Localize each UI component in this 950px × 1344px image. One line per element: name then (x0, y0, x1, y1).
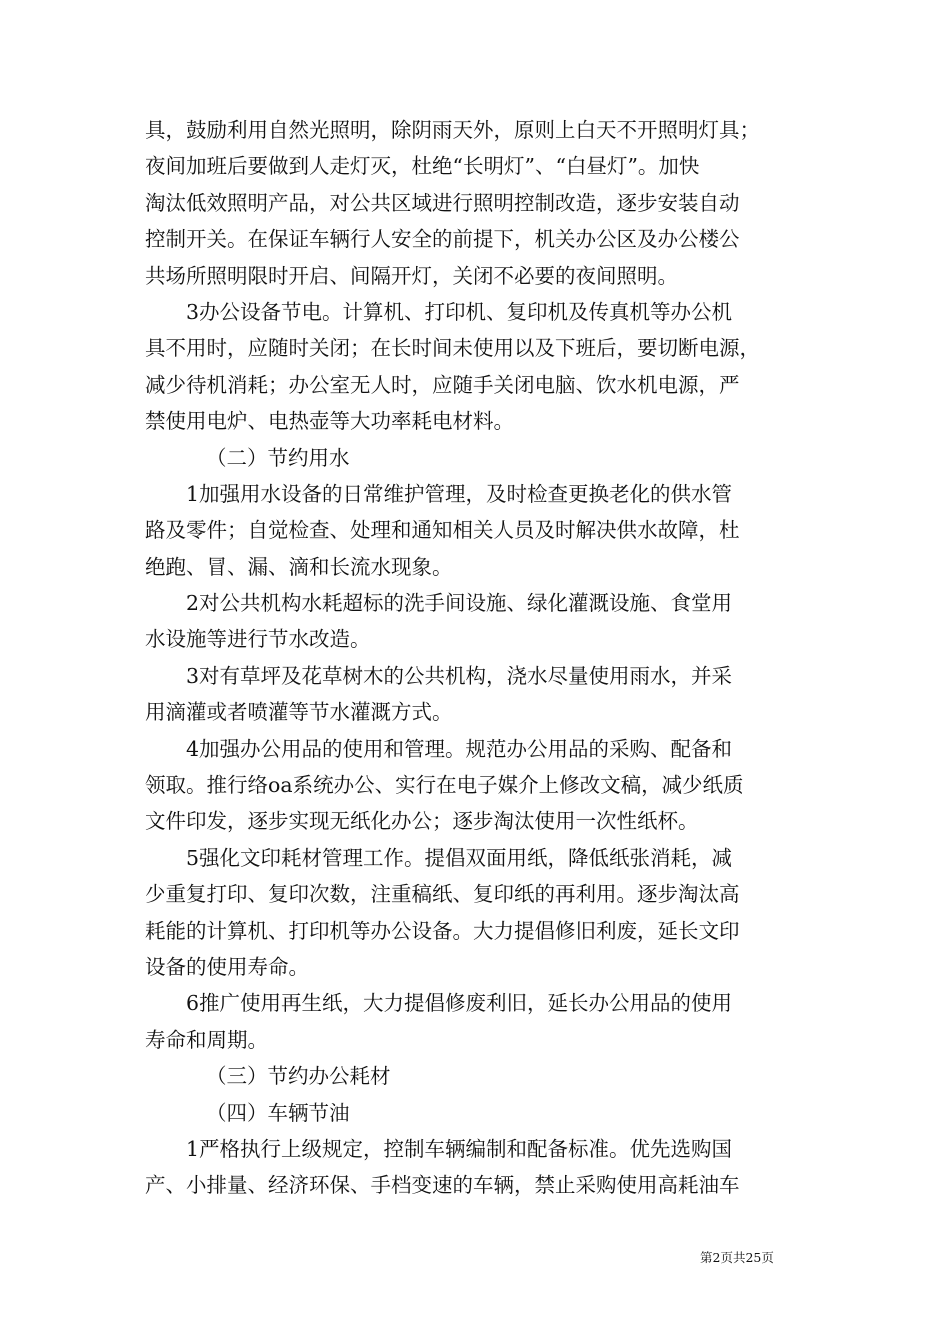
paragraph-start-line: 3对有草坪及花草树木的公共机构，浇水尽量使用雨水，并采 (186, 663, 733, 688)
text-line: 寿命和周期。 (145, 1027, 268, 1052)
text-line: 减少待机消耗；办公室无人时，应随手关闭电脑、饮水机电源，严 (145, 372, 740, 397)
text-line: 禁使用电炉、电热壶等大功率耗电材料。 (145, 409, 514, 434)
text-line: 用滴灌或者喷灌等节水灌溉方式。 (145, 700, 453, 725)
text-line: 路及零件；自觉检查、处理和通知相关人员及时解决供水故障，杜 (145, 518, 740, 543)
text-line: 绝跑、冒、漏、滴和长流水现象。 (145, 554, 453, 579)
text-line: 耗能的计算机、打印机等办公设备。大力提倡修旧利废，延长文印 (145, 918, 740, 943)
text-line: 少重复打印、复印次数，注重稿纸、复印纸的再利用。逐步淘汰高 (145, 882, 740, 907)
paragraph-start-line: 3办公设备节电。计算机、打印机、复印机及传真机等办公机 (186, 299, 733, 324)
text-line: 具不用时，应随时关闭；在长时间未使用以及下班后，要切断电源， (145, 336, 760, 361)
text-line: 夜间加班后要做到人走灯灭，杜绝“长明灯”、“白昼灯”。加快 (145, 154, 700, 179)
paragraph-start-line: 1严格执行上级规定，控制车辆编制和配备标准。优先选购国 (186, 1136, 733, 1161)
text-line: 淘汰低效照明产品，对公共区域进行照明控制改造，逐步安装自动 (145, 190, 740, 215)
section-heading: （四）车辆节油 (206, 1100, 350, 1125)
text-line: 具，鼓励利用自然光照明，除阴雨天外，原则上白天不开照明灯具； (145, 118, 760, 142)
section-heading: （二）节约用水 (206, 445, 350, 470)
text-line: 产、小排量、经济环保、手档变速的车辆，禁止采购使用高耗油车 (145, 1173, 740, 1198)
text-line: 领取。推行络oa系统办公、实行在电子媒介上修改文稿，减少纸质 (145, 773, 744, 798)
text-line: 设备的使用寿命。 (145, 954, 309, 979)
section-heading: （三）节约办公耗材 (206, 1064, 391, 1089)
paragraph-start-line: 2对公共机构水耗超标的洗手间设施、绿化灌溉设施、食堂用 (186, 591, 733, 616)
page-number-footer: 第2页共25页 (700, 1250, 774, 1265)
text-line: 文件印发，逐步实现无纸化办公；逐步淘汰使用一次性纸杯。 (145, 809, 699, 834)
text-line: 水设施等进行节水改造。 (145, 627, 371, 652)
paragraph-start-line: 5强化文印耗材管理工作。提倡双面用纸，降低纸张消耗，减 (186, 845, 733, 870)
text-line: 共场所照明限时开启、间隔开灯，关闭不必要的夜间照明。 (145, 263, 678, 288)
paragraph-start-line: 4加强办公用品的使用和管理。规范办公用品的采购、配备和 (186, 736, 733, 761)
document-body (145, 112, 815, 1204)
text-line: 控制开关。在保证车辆行人安全的前提下，机关办公区及办公楼公 (145, 227, 740, 252)
paragraph-start-line: 1加强用水设备的日常维护管理，及时检查更换老化的供水管 (186, 481, 733, 506)
paragraph-start-line: 6推广使用再生纸，大力提倡修废利旧，延长办公用品的使用 (186, 991, 733, 1016)
